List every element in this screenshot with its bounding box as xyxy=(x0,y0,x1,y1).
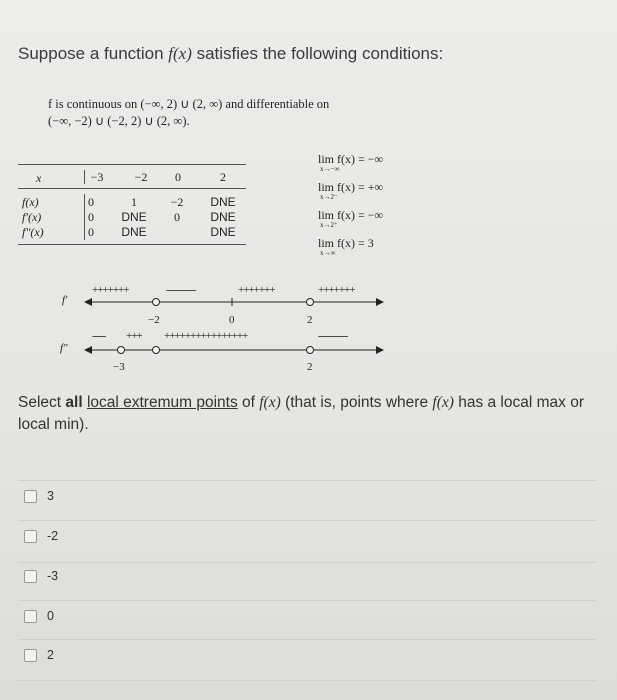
fdouble-seg-2: ++++++++++++++++ xyxy=(164,330,248,342)
limit-1-text: lim f(x) = +∞ xyxy=(318,180,384,194)
fprime-tick-label-0: −2 xyxy=(148,314,160,326)
option-3[interactable] xyxy=(24,489,54,503)
checkbox-3[interactable] xyxy=(24,490,37,503)
table-cell-1-3: DNE xyxy=(210,210,236,224)
option-divider-5 xyxy=(18,680,596,681)
prompt-bold: all xyxy=(65,394,83,411)
fdouble-open-point-neg3 xyxy=(118,347,125,354)
option-label-0: 0 xyxy=(47,609,54,623)
fdouble-open-point-neg2 xyxy=(153,347,160,354)
title-fx: f(x) xyxy=(168,44,192,63)
table-x-3: 2 xyxy=(220,170,226,184)
table-cell-0-1: 1 xyxy=(131,195,137,209)
checkbox-0[interactable] xyxy=(24,610,37,623)
prompt-post2: (that is, points where xyxy=(280,394,433,411)
prompt-pre: Select xyxy=(18,394,66,411)
table-row-label-1: f′(x) xyxy=(22,210,42,224)
table-cell-2-3: DNE xyxy=(210,225,236,239)
table-row-label-2: f″(x) xyxy=(22,225,44,239)
prompt-fx1: f(x) xyxy=(259,394,281,411)
limit-2-text: lim f(x) = −∞ xyxy=(318,208,384,222)
fprime-seg-2: +++++++ xyxy=(238,284,275,296)
fdouble-right-arrow xyxy=(376,346,384,354)
limit-1-sub: x→2⁻ xyxy=(320,193,338,201)
limit-2-sub: x→2⁺ xyxy=(320,221,338,229)
option-label-2: 2 xyxy=(47,648,54,662)
table-cell-0-3: DNE xyxy=(210,195,236,209)
fprime-left-arrow xyxy=(84,298,92,306)
fprime-seg-0: +++++++ xyxy=(92,284,129,296)
fprime-seg-1: ----------- xyxy=(166,284,196,296)
prompt-post3: has a local max or local min). xyxy=(18,394,584,433)
limit-0-text: lim f(x) = −∞ xyxy=(318,152,384,166)
fdouble-tick-label-0: −3 xyxy=(113,361,125,373)
prompt-post1: of xyxy=(237,394,260,411)
option-neg3[interactable] xyxy=(24,569,58,583)
table-cell-2-1: DNE xyxy=(121,225,147,239)
option-label-3: 3 xyxy=(47,489,54,503)
fdouble-open-point-2 xyxy=(307,347,314,354)
limit-3-sub: x→∞ xyxy=(320,249,336,257)
fdouble-seg-3: ----------- xyxy=(318,330,348,342)
title-prefix: Suppose a function xyxy=(18,44,169,63)
fprime-right-arrow xyxy=(376,298,384,306)
option-2[interactable] xyxy=(24,648,54,662)
table-cell-2-0: 0 xyxy=(88,225,94,239)
table-cell-1-1: DNE xyxy=(121,210,147,224)
option-label-neg3: -3 xyxy=(47,569,59,583)
checkbox-neg3[interactable] xyxy=(24,570,37,583)
option-divider-0 xyxy=(18,480,596,481)
table-cell-1-2: 0 xyxy=(174,210,180,224)
fdouble-tick-label-1: 2 xyxy=(307,361,313,373)
table-x-1: −2 xyxy=(134,170,148,184)
continuity-line-1: f is continuous on (−∞, 2) ∪ (2, ∞) and differentiable on xyxy=(48,97,330,111)
fprime-label: f′ xyxy=(62,294,68,306)
fprime-open-point-2 xyxy=(307,299,314,306)
option-0[interactable] xyxy=(24,609,54,623)
option-divider-2 xyxy=(18,562,596,563)
prompt-fx2: f(x) xyxy=(432,394,454,411)
prompt-underlined: local extremum points xyxy=(86,394,238,411)
table-cell-0-0: 0 xyxy=(88,195,94,209)
fprime-seg-3: +++++++ xyxy=(318,284,355,296)
option-divider-3 xyxy=(18,600,596,601)
prompt-text xyxy=(18,392,608,436)
fdouble-seg-0: ----- xyxy=(92,330,106,342)
table-cell-0-2: −2 xyxy=(170,195,184,209)
table-cell-1-0: 0 xyxy=(88,210,94,224)
fdouble-seg-1: +++ xyxy=(126,330,142,342)
fdouble-left-arrow xyxy=(84,346,92,354)
table-header-x: x xyxy=(36,171,42,185)
title-suffix: satisfies the following conditions: xyxy=(191,44,444,63)
fprime-tick-label-2: 2 xyxy=(307,314,313,326)
fprime-tick-label-1: 0 xyxy=(229,314,235,326)
limit-3-text: lim f(x) = 3 xyxy=(318,236,374,250)
option-label-neg2: -2 xyxy=(47,529,59,543)
option-divider-1 xyxy=(18,520,596,521)
fprime-open-point-neg2 xyxy=(153,299,160,306)
fdouble-label: f″ xyxy=(60,342,68,354)
table-row-label-0: f(x) xyxy=(22,195,39,209)
option-neg2[interactable] xyxy=(24,529,58,543)
checkbox-2[interactable] xyxy=(24,649,37,662)
checkbox-neg2[interactable] xyxy=(24,530,37,543)
limit-0-sub: x→−∞ xyxy=(320,165,340,173)
table-x-2: 0 xyxy=(175,170,181,184)
continuity-line-2: (−∞, −2) ∪ (−2, 2) ∪ (2, ∞). xyxy=(48,114,190,128)
option-divider-4 xyxy=(18,639,596,640)
table-x-0: −3 xyxy=(90,170,104,184)
